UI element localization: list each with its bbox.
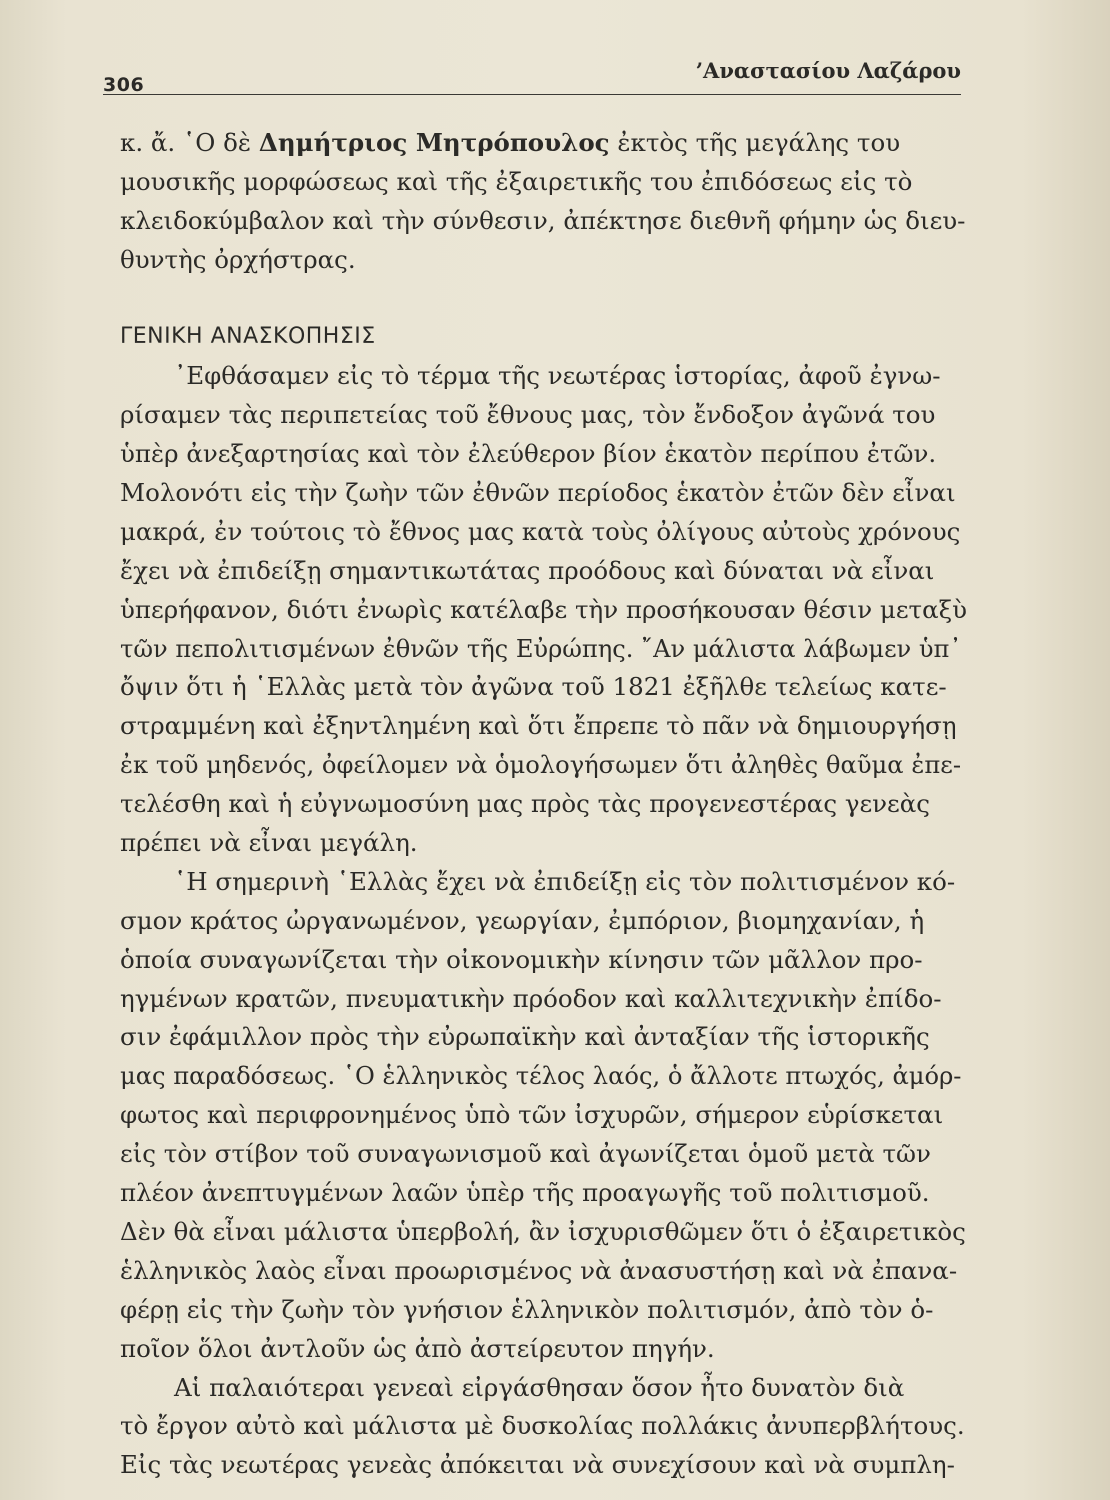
paragraph-1-line: θυντὴς ὀρχήστρας.	[120, 244, 356, 274]
section-heading: ΓΕΝΙΚΗ ΑΝΑΣΚΟΠΗΣΙΣ	[120, 324, 376, 350]
paragraph-2-line: Μολονότι εἰς τὴν ζωὴν τῶν ἐθνῶν περίοδος ἑκατὸν ἐτῶν δὲν εἶναι	[120, 478, 956, 508]
body-text	[120, 124, 970, 1485]
paragraph-3-line: ῾Η σημερινὴ ῾Ελλὰς ἔχει νὰ ἐπιδείξῃ εἰς τὸν πολιτισμένον κό-	[174, 866, 956, 896]
paragraph-2-line: ἐκ τοῦ μηδενός, ὀφείλομεν νὰ ὁμολογήσωμεν ὅτι ἀληθὲς θαῦμα ἐπε-	[120, 751, 961, 780]
text-run: ἐκτὸς τῆς μεγάλης του	[609, 128, 901, 157]
paragraph-3-line: ποῖον ὅλοι ἀντλοῦν ὡς ἀπὸ ἀστείρευτον πηγήν.	[120, 1333, 715, 1363]
paragraph-3-line: ηγμένων κρατῶν, πνευματικὴν πρόοδον καὶ καλλιτεχνικὴν ἐπίδο-	[120, 983, 942, 1013]
paragraph-2-line: ρίσαμεν τὰς περιπετείας τοῦ ἔθνους μας, τὸν ἔνδοξον ἀγῶνά του	[120, 400, 936, 430]
paragraph-2-line: ᾿Εφθάσαμεν εἰς τὸ τέρμα τῆς νεωτέρας ἱστορίας, ἀφοῦ ἐγνω-	[174, 361, 941, 391]
paragraph-2-line: τελέσθη καὶ ἡ εὐγνωμοσύνη μας πρὸς τὰς προγενεστέρας γενεὰς	[120, 789, 931, 819]
paragraph-3-line: σιν ἐφάμιλλον πρὸς τὴν εὐρωπαϊκὴν καὶ ἀνταξίαν τῆς ἱστορικῆς	[120, 1022, 930, 1052]
paragraph-1-line	[120, 124, 970, 163]
paragraph-3-line: φωτος καὶ περιφρονημένος ὑπὸ τῶν ἰσχυρῶν, σήμερον εὑρίσκεται	[120, 1100, 944, 1130]
paragraph-2-line: ἔχει νὰ ἐπιδείξῃ σημαντικωτάτας προόδους καὶ δύναται νὰ εἶναι	[120, 555, 935, 585]
paragraph-3-line: ὁποία συναγωνίζεται τὴν οἰκονομικὴν κίνησιν τῶν μᾶλλον προ-	[120, 944, 923, 974]
paragraph-2-line: ὑπὲρ ἀνεξαρτησίας καὶ τὸν ἐλεύθερον βίον ἑκατὸν περίπου ἐτῶν.	[120, 439, 937, 469]
paragraph-4-line: Εἰς τὰς νεωτέρας γενεὰς ἀπόκειται νὰ συνεχίσουν καὶ νὰ συμπλη-	[120, 1450, 955, 1480]
paragraph-4-line: Αἱ παλαιότεραι γενεαὶ εἰργάσθησαν ὅσον ἦτο δυνατὸν διὰ	[174, 1372, 905, 1402]
running-head: ’Αναστασίου Λαζάρου	[695, 58, 961, 83]
paragraph-2-line: ὄψιν ὅτι ἡ ῾Ελλὰς μετὰ τὸν ἀγῶνα τοῦ 1821 ἐξῆλθε τελείως κατε-	[120, 672, 947, 702]
paragraph-1-line: μουσικῆς μορφώσεως καὶ τῆς ἐξαιρετικῆς του ἐπιδόσεως εἰς τὸ	[120, 166, 913, 196]
paragraph-1-line: κλειδοκύμβαλον καὶ τὴν σύνθεσιν, ἀπέκτησε διεθνῆ φήμην ὡς διευ-	[120, 205, 966, 235]
paragraph-2-line: πρέπει νὰ εἶναι μεγάλη.	[120, 828, 418, 858]
page-header	[103, 52, 961, 94]
page-number: 306	[103, 74, 145, 96]
header-rule	[103, 94, 961, 95]
paragraph-3-line: ἑλληνικὸς λαὸς εἶναι προωρισμένος νὰ ἀνασυστήσῃ καὶ νὰ ἐπανα-	[120, 1255, 958, 1285]
text-run: κ. ἄ. ῾Ο δὲ	[120, 128, 259, 157]
person-name: Δημήτριος Μητρόπουλος	[258, 128, 610, 157]
paragraph-3-line: σμον κράτος ὠργανωμένον, γεωργίαν, ἐμπόριον, βιομηχανίαν, ἡ	[120, 905, 925, 935]
paragraph-2-line: μακρά, ἐν τούτοις τὸ ἔθνος μας κατὰ τοὺς ὀλίγους αὐτοὺς χρόνους	[120, 516, 961, 546]
paragraph-3-line: εἰς τὸν στίβον τοῦ συναγωνισμοῦ καὶ ἀγωνίζεται ὁμοῦ μετὰ τῶν	[120, 1139, 931, 1169]
paragraph-3-line: Δὲν θὰ εἶναι μάλιστα ὑπερβολή, ἂν ἰσχυρισθῶμεν ὅτι ὁ ἐξαιρετικὸς	[120, 1216, 966, 1246]
paragraph-2-line: ὑπερήφανον, διότι ἐνωρὶς κατέλαβε τὴν προσήκουσαν θέσιν μεταξὺ	[120, 594, 968, 624]
paragraph-2-line: στραμμένη καὶ ἐξηντλημένη καὶ ὅτι ἔπρεπε τὸ πᾶν νὰ δημιουργήσῃ	[120, 711, 957, 741]
paragraph-3-line: φέρῃ εἰς τὴν ζωὴν τὸν γνήσιον ἑλληνικὸν πολιτισμόν, ἀπὸ τὸν ὁ-	[120, 1294, 934, 1324]
paragraph-3-line: πλέον ἀνεπτυγμένων λαῶν ὑπὲρ τῆς προαγωγῆς τοῦ πολιτισμοῦ.	[120, 1178, 930, 1208]
paragraph-4-line: τὸ ἔργον αὐτὸ καὶ μάλιστα μὲ δυσκολίας πολλάκις ἀνυπερβλήτους.	[120, 1411, 965, 1441]
spacer	[120, 280, 970, 319]
paragraph-2-line: τῶν πεπολιτισμένων ἐθνῶν τῆς Εὐρώπης. ῎Αν μάλιστα λάβωμεν ὑπ᾿	[120, 634, 962, 663]
paragraph-3-line: μας παραδόσεως. ῾Ο ἑλληνικὸς τέλος λαός, ὁ ἄλλοτε πτωχός, ἀμόρ-	[120, 1062, 962, 1091]
